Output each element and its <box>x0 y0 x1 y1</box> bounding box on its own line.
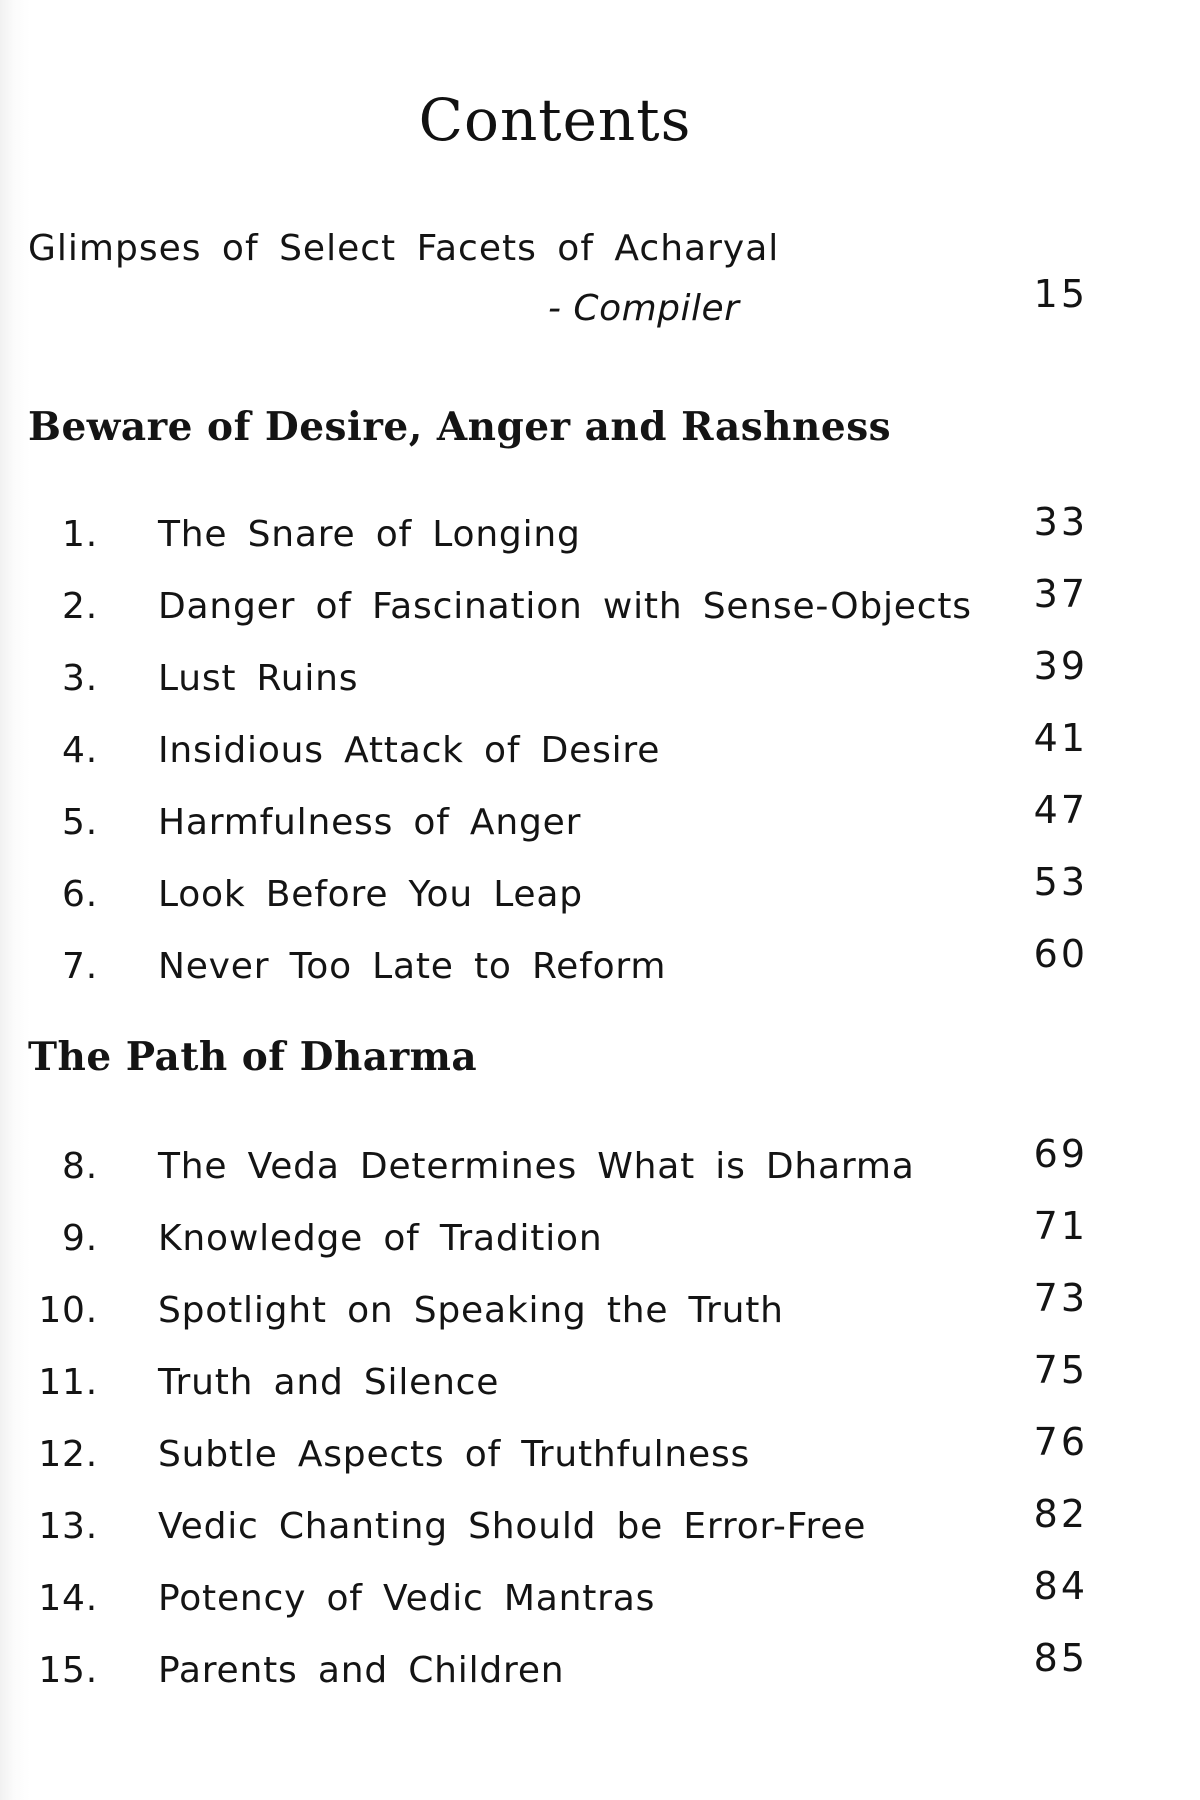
page-number: 60 <box>1033 932 1088 976</box>
chapter-title: The Snare of Longing <box>158 514 581 555</box>
chapter-number: 7. <box>62 946 98 987</box>
toc-entry <box>28 566 1088 638</box>
toc-entry <box>28 1342 1088 1414</box>
chapter-number: 1. <box>62 514 98 555</box>
chapter-number: 12. <box>38 1434 98 1475</box>
page-number: 69 <box>1033 1132 1088 1176</box>
toc-entry <box>28 1198 1088 1270</box>
chapter-number: 8. <box>62 1146 98 1187</box>
intro-entry <box>28 228 1088 338</box>
chapter-title: Potency of Vedic Mantras <box>158 1578 656 1619</box>
page-number: 84 <box>1033 1564 1088 1608</box>
toc-entry <box>28 926 1088 998</box>
toc-entry <box>28 710 1088 782</box>
chapter-number: 14. <box>38 1578 98 1619</box>
page-number: 71 <box>1033 1204 1088 1248</box>
toc-entry <box>28 1630 1088 1702</box>
chapter-title: Truth and Silence <box>158 1362 500 1403</box>
chapter-number: 15. <box>38 1650 98 1691</box>
page-number: 85 <box>1033 1636 1088 1680</box>
section-path-of-dharma <box>28 1034 1088 1702</box>
toc-entry <box>28 782 1088 854</box>
section-title: The Path of Dharma <box>28 1034 478 1080</box>
toc-entry <box>28 1270 1088 1342</box>
section-title: Beware of Desire, Anger and Rashness <box>28 404 892 450</box>
toc-entry <box>28 1558 1088 1630</box>
chapter-number: 5. <box>62 802 98 843</box>
toc-entry <box>28 1486 1088 1558</box>
chapter-title: Lust Ruins <box>158 658 359 699</box>
chapter-title: Danger of Fascination with Sense-Objects <box>158 586 972 627</box>
chapter-title: Insidious Attack of Desire <box>158 730 661 771</box>
chapter-title: Subtle Aspects of Truthfulness <box>158 1434 751 1475</box>
toc-list <box>28 494 1088 998</box>
intro-entry-author: - Compiler <box>548 288 740 329</box>
page-number: 73 <box>1033 1276 1088 1320</box>
toc-entry <box>28 1414 1088 1486</box>
intro-entry-page-number: 15 <box>1033 272 1088 316</box>
chapter-title: The Veda Determines What is Dharma <box>158 1146 915 1187</box>
chapter-title: Knowledge of Tradition <box>158 1218 603 1259</box>
chapter-number: 10. <box>38 1290 98 1331</box>
section-desire-anger-rashness <box>28 404 1088 998</box>
chapter-title: Look Before You Leap <box>158 874 583 915</box>
chapter-title: Spotlight on Speaking the Truth <box>158 1290 784 1331</box>
page-number: 82 <box>1033 1492 1088 1536</box>
chapter-number: 13. <box>38 1506 98 1547</box>
page-number: 75 <box>1033 1348 1088 1392</box>
chapter-title: Harmfulness of Anger <box>158 802 582 843</box>
intro-entry-title: Glimpses of Select Facets of Acharyal <box>28 228 780 269</box>
chapter-number: 6. <box>62 874 98 915</box>
toc-entry <box>28 638 1088 710</box>
chapter-number: 2. <box>62 586 98 627</box>
chapter-title: Parents and Children <box>158 1650 565 1691</box>
chapter-number: 11. <box>38 1362 98 1403</box>
page-number: 53 <box>1033 860 1088 904</box>
chapter-number: 3. <box>62 658 98 699</box>
toc-entry <box>28 494 1088 566</box>
page-number: 37 <box>1033 572 1088 616</box>
page-number: 39 <box>1033 644 1088 688</box>
chapter-number: 9. <box>62 1218 98 1259</box>
chapter-title: Vedic Chanting Should be Error-Free <box>158 1506 867 1547</box>
toc-entry <box>28 1126 1088 1198</box>
page-number: 76 <box>1033 1420 1088 1464</box>
chapter-title: Never Too Late to Reform <box>158 946 667 987</box>
page-number: 41 <box>1033 716 1088 760</box>
page-title: Contents <box>418 86 692 154</box>
page-number: 33 <box>1033 500 1088 544</box>
toc-list <box>28 1126 1088 1702</box>
chapter-number: 4. <box>62 730 98 771</box>
page-number: 47 <box>1033 788 1088 832</box>
toc-entry <box>28 854 1088 926</box>
